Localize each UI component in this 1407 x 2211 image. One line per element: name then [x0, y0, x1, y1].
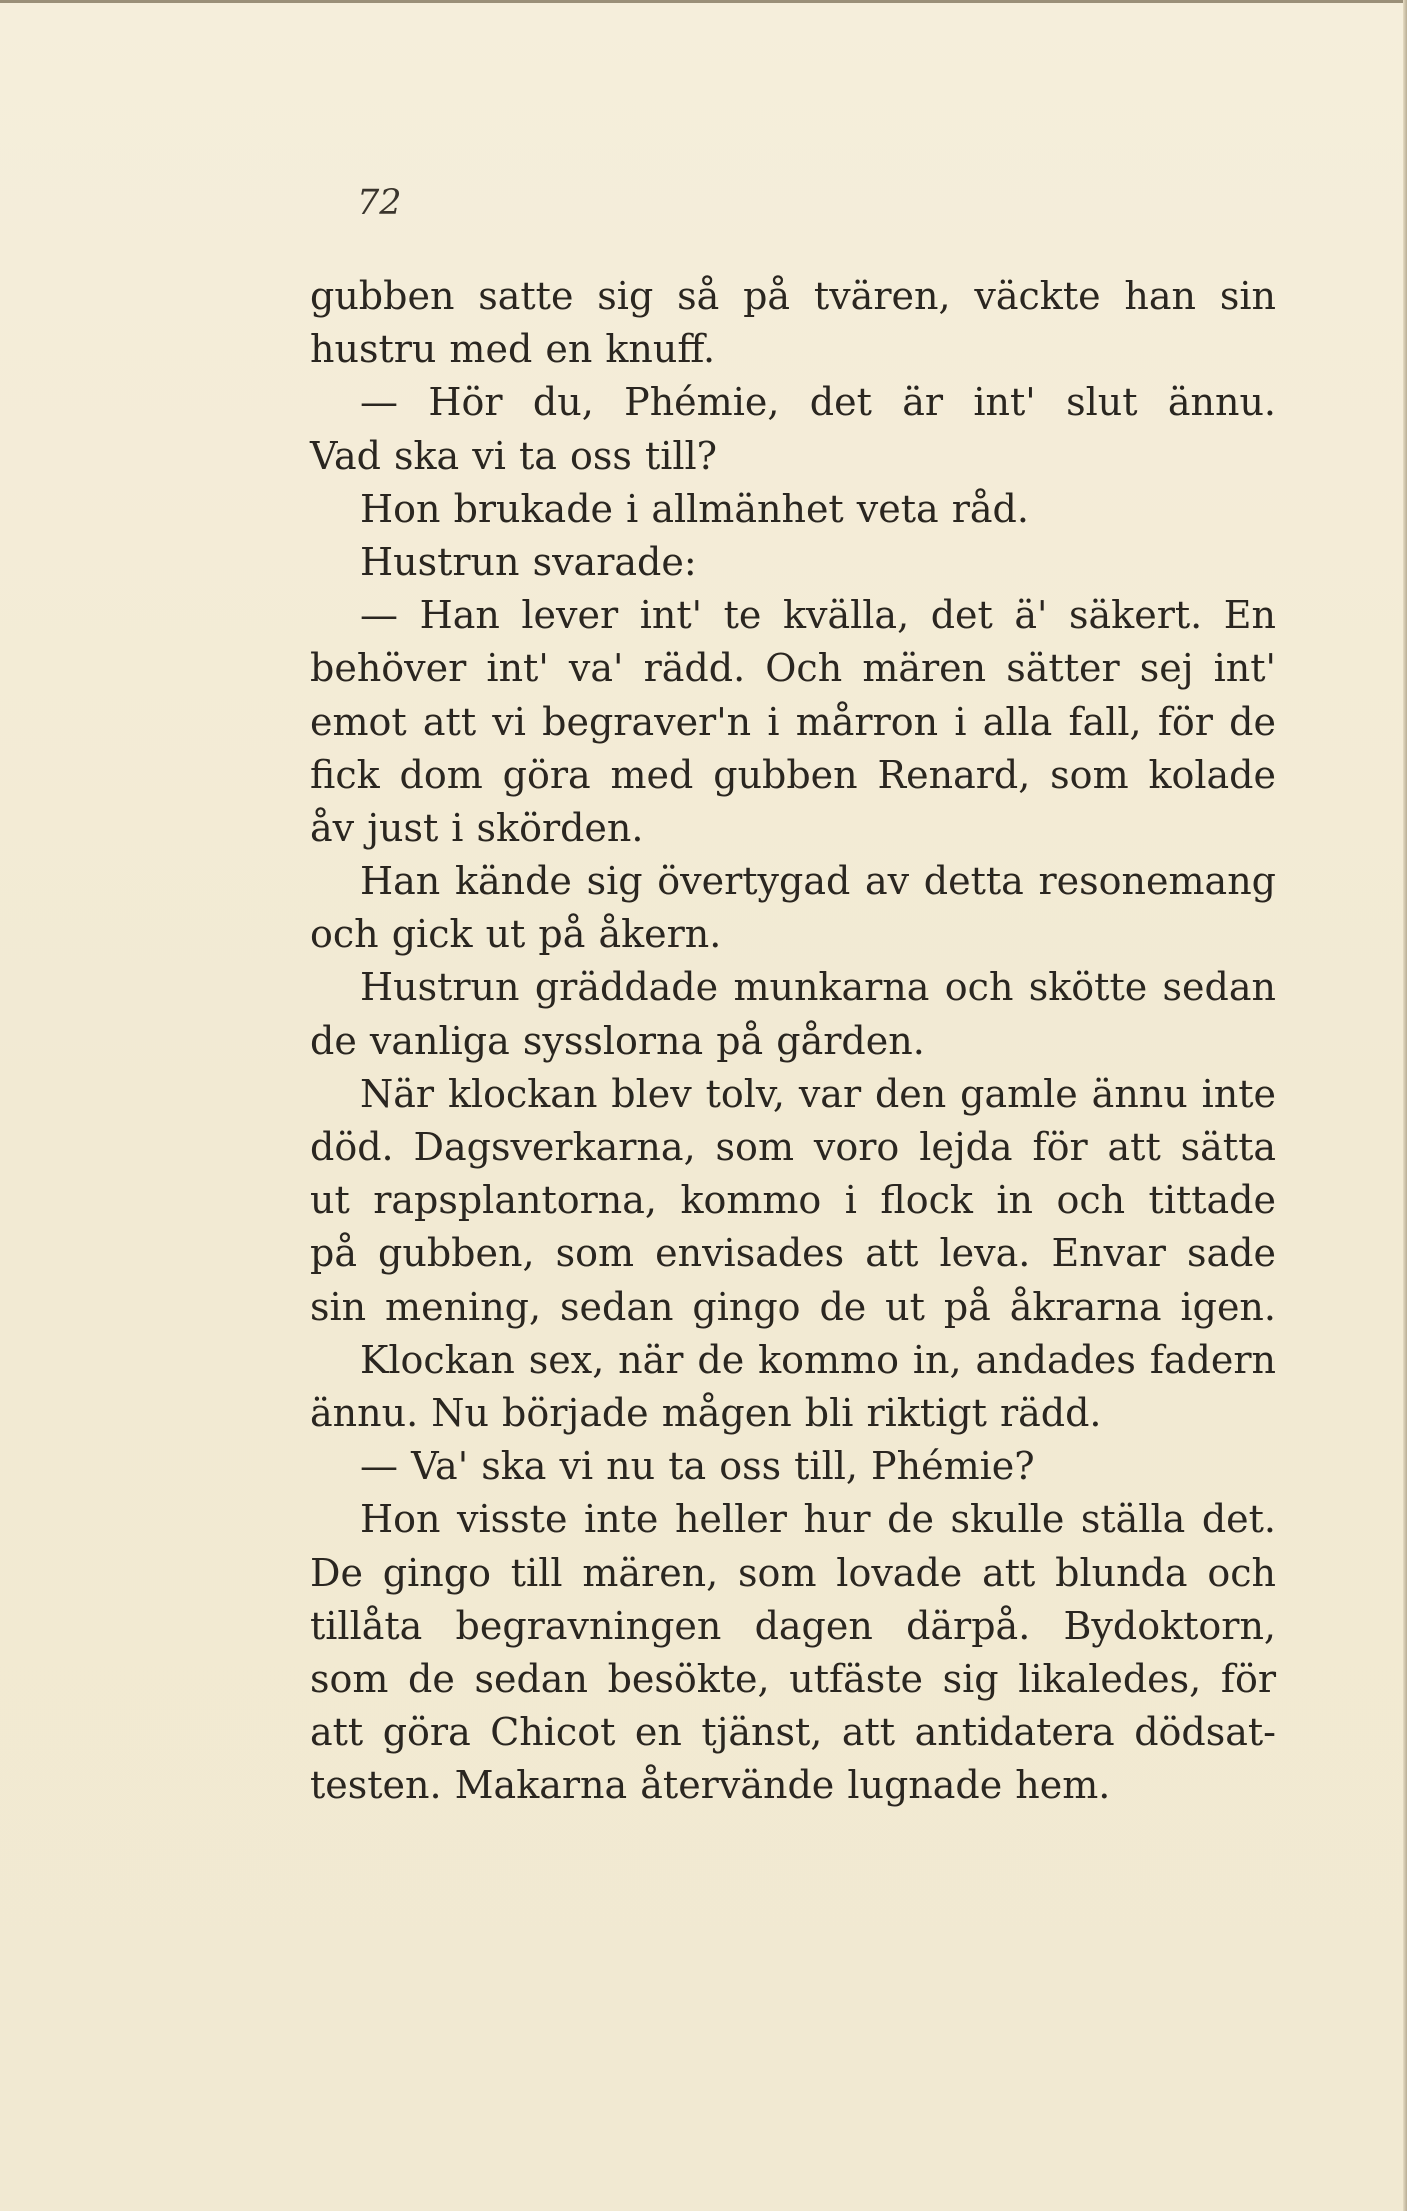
text-line: De gingo till mären, som lovade att blunda och — [310, 1550, 1276, 1595]
text-line: Han kände sig övertygad av detta resonemang — [360, 859, 1276, 904]
text-line: fick dom göra med gubben Renard, som kolade — [310, 752, 1276, 797]
text-line: sin mening, sedan gingo de ut på åkrarna igen. — [310, 1284, 1276, 1329]
text-line: gubben satte sig så på tvären, väckte han sin — [310, 274, 1276, 318]
text-line: ut rapsplantorna, kommo i flock in och tittade — [310, 1178, 1276, 1223]
text-line: När klockan blev tolv, var den gamle ännu inte — [360, 1071, 1276, 1116]
text-line: testen. Makarna återvände lugnade hem. — [310, 1763, 1111, 1808]
text-line: — Han lever int' te kvälla, det ä' säkert. En — [360, 593, 1276, 638]
text-line: som de sedan besökte, utfäste sig likaledes, för — [310, 1656, 1276, 1701]
text-line: och gick ut på åkern. — [310, 912, 722, 957]
text-line: Klockan sex, när de kommo in, andades fadern — [360, 1337, 1276, 1382]
text-line: Vad ska vi ta oss till? — [310, 433, 718, 478]
page-right-edge — [1403, 0, 1407, 2211]
text-line: död. Dagsverkarna, som voro lejda för att sätta — [310, 1125, 1276, 1169]
text-line: de vanliga sysslorna på gården. — [310, 1018, 925, 1063]
text-line: Hon visste inte heller hur de skulle ställa det. — [360, 1497, 1276, 1542]
text-line: Hon brukade i allmänhet veta råd. — [360, 486, 1029, 531]
text-line: behöver int' va' rädd. Och mären sätter sej int' — [310, 646, 1276, 691]
text-line: Hustrun svarade: — [360, 539, 697, 584]
text-line: tillåta begravningen dagen därpå. Bydoktorn, — [310, 1603, 1276, 1648]
text-line: på gubben, som envisades att leva. Envar sade — [310, 1231, 1276, 1276]
page-number: 72 — [357, 183, 402, 223]
text-line: hustru med en knuff. — [310, 327, 716, 372]
text-line: emot att vi begraver'n i mårron i alla fall, för de — [310, 699, 1276, 744]
body-text — [310, 270, 1276, 1812]
text-line: Hustrun gräddade munkarna och skötte sedan — [360, 965, 1276, 1010]
text-line: att göra Chicot en tjänst, att antidatera dödsat- — [310, 1710, 1276, 1755]
text-line: ännu. Nu började mågen bli riktigt rädd. — [310, 1390, 1102, 1435]
text-line: — Hör du, Phémie, det är int' slut ännu. — [360, 380, 1276, 425]
page-top-edge — [0, 0, 1407, 3]
text-line: — Va' ska vi nu ta oss till, Phémie? — [360, 1444, 1035, 1489]
text-line: åv just i skörden. — [310, 805, 644, 850]
